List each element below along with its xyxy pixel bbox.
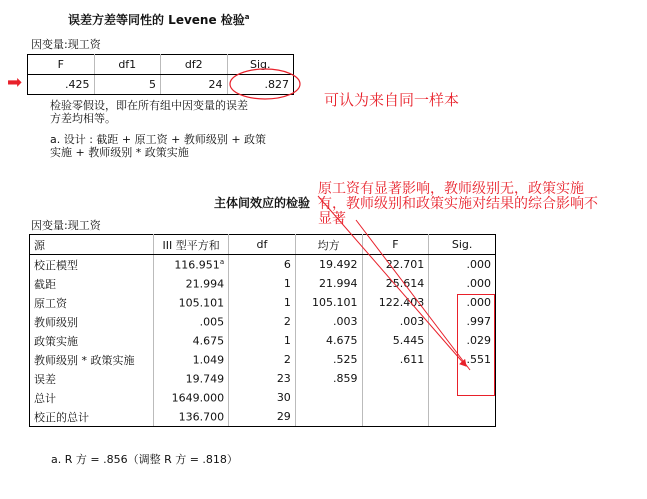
levene-value-f: .425 [28,75,95,95]
levene-value-sig: .827 [227,75,294,95]
anova-footnote: a. R 方 = .856（调整 R 方 = .818） [51,453,238,466]
anova-cell-source: 教师级别 * 政策实施 [30,350,154,369]
anova-cell-ms: 105.101 [295,293,362,312]
arrow-to-interaction-sig-2 [356,220,470,370]
anova-cell-f: .611 [362,350,429,369]
levene-header-f: F [28,55,95,75]
levene-value-df2: 24 [161,75,228,95]
anova-cell-sig: .000 [429,255,496,275]
anova-cell-df: 29 [229,407,296,427]
anova-cell-df: 2 [229,350,296,369]
anova-cell-f: .003 [362,312,429,331]
anova-header-f: F [362,235,429,255]
anova-cell-f: 5.445 [362,331,429,350]
anova-cell-df: 30 [229,388,296,407]
levene-annotation: 可认为来自同一样本 [324,91,460,109]
anova-cell-ss: 21.994 [154,274,229,293]
anova-cell-ss: 1.049 [154,350,229,369]
anova-cell-ms: .003 [295,312,362,331]
anova-cell-sig: .000 [429,274,496,293]
anova-header-ms: 均方 [295,235,362,255]
anova-cell-ms: 21.994 [295,274,362,293]
anova-cell-source: 政策实施 [30,331,154,350]
levene-null-hypothesis-note: 检验零假设，即在所有组中因变量的误差 方差均相等。 [50,99,248,125]
anova-cell-source: 原工资 [30,293,154,312]
right-arrow-icon: ➡ [7,72,23,93]
anova-title: 主体间效应的检验 [214,196,311,210]
levene-header-sig: Sig. [227,55,294,75]
levene-title: 误差方差等同性的 Levene 检验$^a$ [68,13,250,27]
levene-header-df1: df1 [94,55,161,75]
anova-cell-ss: 105.101 [154,293,229,312]
anova-header-df: df [229,235,296,255]
anova-cell-df: 23 [229,369,296,388]
anova-cell-source: 误差 [30,369,154,388]
levene-header-df2: df2 [161,55,228,75]
anova-header-ss: III 型平方和 [154,235,229,255]
anova-cell-f: 22.701 [362,255,429,275]
anova-cell-ss: .005 [154,312,229,331]
levene-design-note: a. 设计 : 截距 + 原工资 + 教师级别 + 政策 实施 + 教师级别 * 政策实施 [50,133,267,159]
anova-cell-source: 截距 [30,274,154,293]
anova-cell-f: 122.403 [362,293,429,312]
anova-cell-sig: .029 [429,331,496,350]
levene-value-df1: 5 [94,75,161,95]
anova-cell-ss: 4.675 [154,331,229,350]
anova-dependent-variable: 因变量:现工资 [31,219,101,232]
anova-cell-ss: 1649.000 [154,388,229,407]
anova-cell-ms: 19.492 [295,255,362,275]
anova-cell-sig: .997 [429,312,496,331]
anova-cell-ms: .525 [295,350,362,369]
anova-cell-source: 总计 [30,388,154,407]
anova-cell-source: 教师级别 [30,312,154,331]
anova-cell-ms: .859 [295,369,362,388]
anova-cell-df: 2 [229,312,296,331]
anova-cell-df: 6 [229,255,296,275]
anova-cell-df: 1 [229,331,296,350]
anova-cell-df: 1 [229,293,296,312]
anova-cell-df: 1 [229,274,296,293]
anova-annotation: 原工资有显著影响，教师级别无，政策实施 有，教师级别和政策实施对结果的综合影响不 显著 [318,181,598,227]
anova-cell-ss: 116.951$^a$ [154,255,229,275]
anova-cell-ss: 136.700 [154,407,229,427]
levene-dependent-variable: 因变量:现工资 [31,38,101,51]
anova-cell-source: 校正的总计 [30,407,154,427]
anova-cell-ms: 4.675 [295,331,362,350]
anova-cell-f: 25.614 [362,274,429,293]
anova-cell-sig: .551 [429,350,496,369]
anova-cell-ss: 19.749 [154,369,229,388]
anova-header-source: 源 [30,235,154,255]
anova-header-sig: Sig. [429,235,496,255]
anova-cell-source: 校正模型 [30,255,154,275]
anova-cell-sig: .000 [429,293,496,312]
